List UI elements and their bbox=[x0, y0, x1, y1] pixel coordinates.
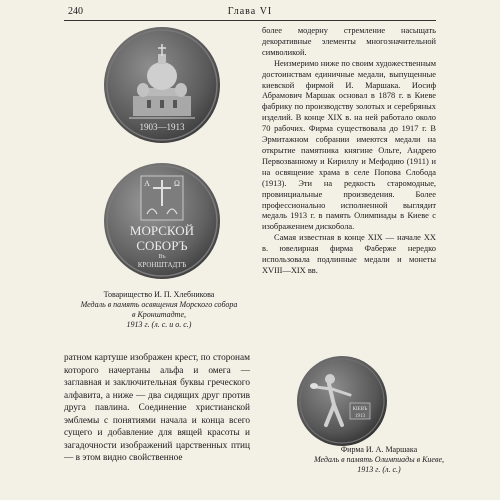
caption-right-line3: 1913 г. (л. с.) bbox=[357, 465, 401, 474]
caption-right-line1: Фирма И. А. Маршака bbox=[340, 445, 418, 454]
medal-inscription-1: МОРСКОЙ bbox=[129, 223, 195, 238]
right-medal-caption bbox=[294, 445, 464, 475]
caption-left-line3: в Кронштадте, bbox=[131, 310, 187, 319]
alpha-letter: А bbox=[144, 179, 150, 188]
medal-date-text: 1903—1913 bbox=[139, 122, 185, 132]
paragraph-continued: ратном картуше изображен крест, по сторонам которого начертаны альфа и омега — заглавная и заключительная буквы греческого алфавита, а ниже — два сидящих друг против друга павлина. Соединение христианской эмблемы с понятиями начала и конца всего сущего и добавление для вящей красоты и загадочности изображений царственных птиц — в этом видно свойственное bbox=[64, 353, 250, 463]
caption-left-line4: 1913 г. (л. с. и о. с.) bbox=[126, 320, 192, 329]
morskoy-sobor-medal-image bbox=[103, 162, 221, 280]
medal-inscription-3: Въ bbox=[158, 254, 166, 260]
cathedral-medal-image bbox=[103, 26, 221, 144]
chapter-title: Глава VI bbox=[227, 6, 273, 17]
bottom-left-text bbox=[64, 352, 250, 465]
caption-right-line2: Медаль в память Олимпиады в Киеве, bbox=[314, 455, 444, 464]
caption-left-line1: Товарищество И. П. Хлебникова bbox=[103, 290, 215, 299]
medal-inscription-4: КРОНШТАДТѢ bbox=[137, 261, 187, 269]
medal-inscription-2: СОБОРЪ bbox=[136, 238, 188, 253]
page-number: 240 bbox=[68, 6, 83, 17]
header-rule bbox=[64, 20, 436, 21]
paragraph-3: Самая известная в конце XIX — начале XX в. ювелирная фирма Фаберже нередко использовала подлинные медали и монеты XVIII—XIX вв. bbox=[262, 233, 436, 275]
medal-text-kiev: КІЕВЪ bbox=[352, 407, 368, 412]
paragraph-1: более модерну стремление насыщать декоративные элементы многозначительной символикой. bbox=[262, 26, 436, 57]
left-medal-caption bbox=[64, 290, 254, 330]
medal-text-year: 1913 bbox=[355, 414, 365, 419]
page-header bbox=[0, 0, 500, 22]
right-text-column bbox=[262, 26, 436, 277]
paragraph-2: Неизмеримо ниже по своим художественным достоинствам единичные медали, выпущенные киевской фирмой И. Маршака. Иосиф Абрамович Маршак основал в 1878 г. в Киеве фабрику по производству золотых и серебряных изделий. В конце XIX в. на ней работало около 70 рабочих. Фирма существовала до 1917 г. В Эрмитажном собрании имеются медали на открытие памятника княгине Ольге, Андрею Первозванному и Кириллу и Мефодию (1911) и на освящение храма в селе Попова Слобода (1913). Эти на редкость старомодные, провинциальные произведения. Более профессионально исполненной выглядит медаль 1913 г. в память Олимпиады в Киеве с изображением дискобола. bbox=[262, 58, 436, 232]
olympiad-kiev-medal-image bbox=[296, 355, 388, 447]
omega-letter: Ω bbox=[174, 179, 180, 188]
caption-left-line2: Медаль в память освящения Морского собора bbox=[80, 300, 238, 309]
